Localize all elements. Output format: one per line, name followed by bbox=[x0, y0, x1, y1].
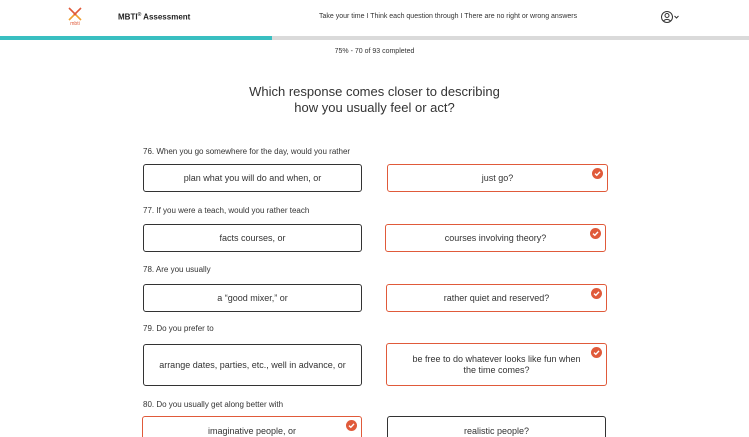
question-prompt bbox=[0, 84, 749, 116]
question-label: 76. When you go somewhere for the day, would you rather bbox=[143, 147, 351, 156]
user-menu-button[interactable] bbox=[660, 10, 682, 24]
answer-option-text: rather quiet and reserved? bbox=[443, 292, 550, 303]
progress-bar-fill bbox=[0, 36, 272, 40]
progress-label: 75% - 70 of 93 completed bbox=[334, 48, 415, 55]
answer-option-a[interactable] bbox=[143, 344, 362, 386]
question-label: 80. Do you usually get along better with bbox=[143, 400, 284, 409]
selected-check-icon bbox=[346, 420, 357, 431]
question-label: 78. Are you usually bbox=[143, 265, 211, 274]
answer-option-a[interactable] bbox=[143, 224, 362, 252]
answer-option-text: arrange dates, parties, etc., well in advance, or bbox=[159, 359, 346, 370]
logo-text: mbti bbox=[70, 21, 80, 27]
user-avatar-icon bbox=[660, 10, 682, 24]
header bbox=[0, 0, 749, 36]
brand-registered-mark: ® bbox=[137, 12, 142, 18]
answer-option-text: facts courses, or bbox=[219, 232, 286, 243]
answer-option-b[interactable] bbox=[387, 416, 606, 437]
chevron-down-icon bbox=[675, 16, 679, 18]
brand-suffix: Assessment bbox=[141, 12, 191, 22]
app-title bbox=[118, 12, 190, 22]
prompt-line-2: how you usually feel or act? bbox=[294, 100, 455, 115]
answer-option-a[interactable] bbox=[143, 284, 362, 312]
mbti-logo-icon bbox=[66, 7, 84, 21]
answer-option-text: be free to do whatever looks like fun when the time comes? bbox=[412, 353, 581, 375]
selected-check-icon bbox=[591, 288, 602, 299]
brand-name: MBTI bbox=[118, 12, 138, 22]
question-label: 77. If you were a teach, would you rather teach bbox=[143, 206, 310, 215]
selected-check-icon bbox=[590, 228, 601, 239]
answer-option-text: imaginative people, or bbox=[207, 425, 297, 436]
answer-option-a[interactable] bbox=[143, 164, 362, 192]
progress-bar bbox=[0, 36, 749, 40]
selected-check-icon bbox=[591, 347, 602, 358]
tagline: Take your time I Think each question through I There are no right or wrong answers bbox=[319, 13, 578, 20]
answer-option-text: just go? bbox=[481, 172, 514, 183]
answer-option-a[interactable] bbox=[142, 416, 362, 437]
answer-option-b[interactable] bbox=[386, 284, 607, 312]
selected-check-icon bbox=[592, 168, 603, 179]
mbti-logo[interactable] bbox=[66, 7, 84, 29]
answer-option-b[interactable] bbox=[386, 343, 607, 386]
question-label: 79. Do you prefer to bbox=[143, 324, 214, 333]
answer-option-text: realistic people? bbox=[463, 425, 530, 436]
answer-option-text: a “good mixer,” or bbox=[217, 292, 288, 303]
answer-option-text: plan what you will do and when, or bbox=[183, 172, 322, 183]
answer-option-b[interactable] bbox=[385, 224, 606, 252]
answer-option-b[interactable] bbox=[387, 164, 608, 192]
answer-option-text: courses involving theory? bbox=[444, 232, 547, 243]
prompt-line-1: Which response comes closer to describing bbox=[249, 84, 500, 99]
